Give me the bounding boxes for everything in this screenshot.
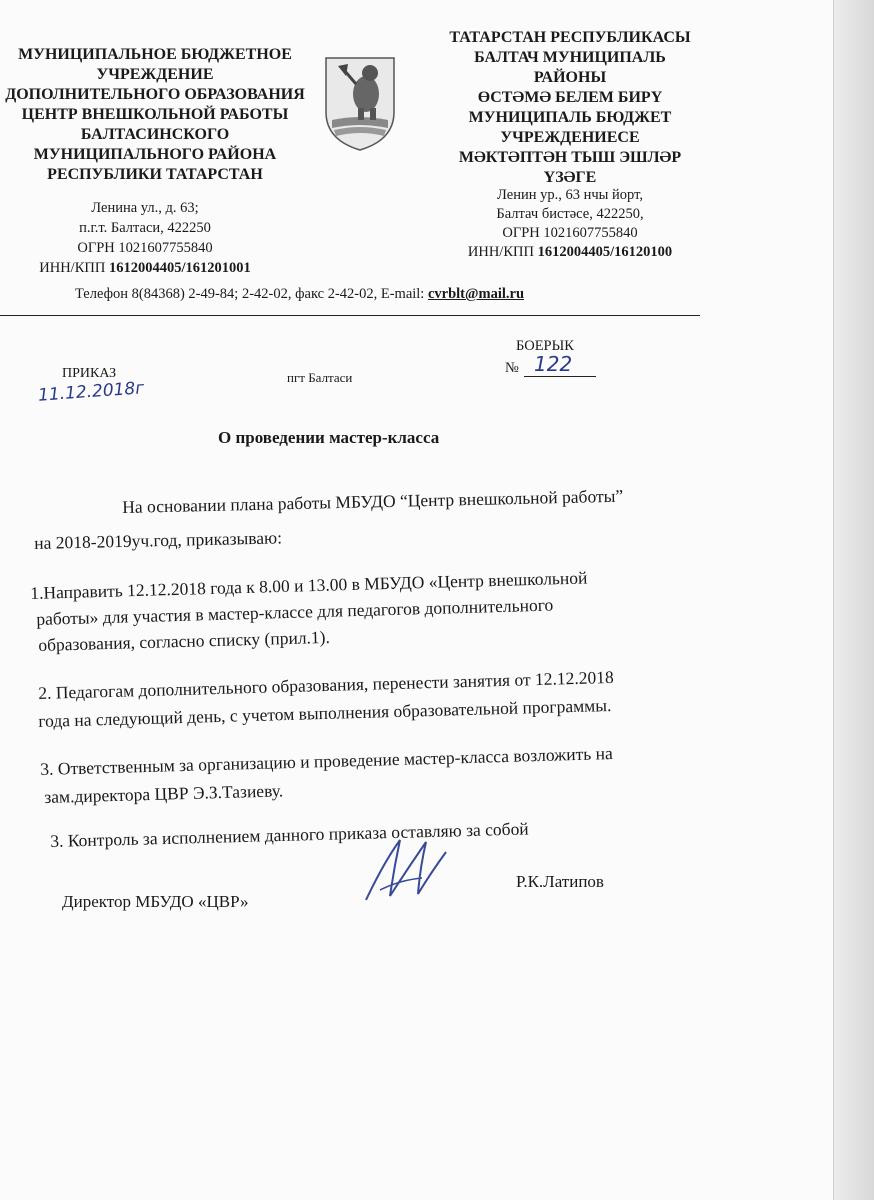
- order-date: 11.12.2018г: [37, 378, 145, 406]
- header-left-line: МУНИЦИПАЛЬНОГО РАЙОНА: [33, 146, 277, 163]
- body-line: образования, согласно списку (прил.1).: [38, 626, 331, 655]
- body-line: года на следующий день, с учетом выполнения образовательной программы.: [38, 694, 612, 731]
- page-edge: [833, 0, 874, 1200]
- document-title: О проведении мастер-класса: [218, 428, 440, 447]
- header-left-line: УЧРЕЖДЕНИЕ: [96, 66, 214, 83]
- contact-line: [75, 286, 695, 303]
- header-left-line: БАЛТАСИНСКОГО: [80, 126, 230, 143]
- inn-line: [0, 258, 290, 278]
- order-number-sign: №: [505, 360, 519, 376]
- body-line: 1.Направить 12.12.2018 года к 8.00 и 13.00 в МБУДО «Центр внешкольной: [30, 567, 588, 603]
- body-line: зам.директора ЦВР Э.З.Тазиеву.: [44, 780, 284, 807]
- director-name: Р.К.Латипов: [516, 872, 604, 891]
- email-link[interactable]: cvrblt@mail.ru: [427, 286, 525, 302]
- header-right-line: УЧРЕЖДЕНИЕСЕ: [500, 129, 640, 146]
- order-type-russian: ПРИКАЗ: [62, 366, 117, 381]
- header-right-line: МӘКТӘПТӘН ТЫШ ЭШЛӘР: [458, 149, 682, 166]
- inn-label: ИНН/КПП: [39, 260, 106, 276]
- body-line: 3. Ответственным за организацию и проведение мастер-класса возложить на: [40, 743, 613, 779]
- header-right-line: ӨСТӘМӘ БЕЛЕМ БИРҮ: [477, 89, 663, 106]
- body-line: На основании плана работы МБУДО “Центр внешкольной работы”: [122, 485, 624, 517]
- inn-line: [420, 243, 720, 262]
- header-right-org: [420, 28, 720, 188]
- address-line: Ленин ур., 63 нчы йорт,: [497, 187, 643, 203]
- header-right-line: РАЙОНЫ: [533, 69, 607, 86]
- phone-text: Телефон 8(84368) 2-49-84; 2-42-02, факс 2-42-02, E-mail:: [75, 286, 425, 302]
- order-type-tatar: БОЕРЫК: [516, 338, 574, 354]
- order-place: пгт Балтаси: [287, 370, 353, 385]
- order-number: 122: [534, 352, 573, 376]
- header-right-line: БАЛТАЧ МУНИЦИПАЛЬ: [474, 49, 666, 66]
- body-line: работы» для участия в мастер-классе для педагогов дополнительного: [36, 594, 554, 629]
- inn-value: 1612004405/16120100: [537, 244, 673, 260]
- address-line: Ленина ул., д. 63;: [91, 200, 199, 216]
- inn-label: ИНН/КПП: [467, 244, 534, 260]
- header-left-org: [0, 45, 310, 185]
- header-left-line: РЕСПУБЛИКИ ТАТАРСТАН: [47, 166, 263, 183]
- city-line: п.г.т. Балтаси, 422250: [79, 220, 211, 236]
- coat-of-arms-icon: [322, 54, 398, 152]
- header-left-address: [0, 198, 290, 278]
- director-title: Директор МБУДО «ЦВР»: [62, 892, 249, 911]
- body-line: 2. Педагогам дополнительного образования, перенести занятия от 12.12.2018: [38, 666, 614, 703]
- header-divider: [0, 315, 700, 316]
- header-right-line: МУНИЦИПАЛЬ БЮДЖЕТ: [468, 109, 672, 126]
- ogrn-line: ОГРН 1021607755840: [502, 225, 638, 241]
- header-right-address: [420, 186, 720, 262]
- handwritten-signature: [360, 832, 470, 904]
- header-left-line: ЦЕНТР ВНЕШКОЛЬНОЙ РАБОТЫ: [21, 106, 289, 123]
- header-left-line: ДОПОЛНИТЕЛЬНОГО ОБРАЗОВАНИЯ: [5, 86, 305, 103]
- body-line: на 2018-2019уч.год, приказываю:: [34, 527, 283, 553]
- header-right-line: ҮЗӘГЕ: [543, 169, 597, 186]
- inn-value: 1612004405/161201001: [108, 260, 251, 276]
- ogrn-line: ОГРН 1021607755840: [77, 240, 213, 256]
- number-underline: [524, 376, 596, 377]
- header-right-line: ТАТАРСТАН РЕСПУБЛИКАСЫ: [449, 29, 691, 46]
- header-left-line: МУНИЦИПАЛЬНОЕ БЮДЖЕТНОЕ: [18, 46, 292, 63]
- city-line: Балтач бистәсе, 422250,: [496, 206, 644, 222]
- body-line: 3. Контроль за исполнением данного приказа оставляю за собой: [50, 818, 529, 851]
